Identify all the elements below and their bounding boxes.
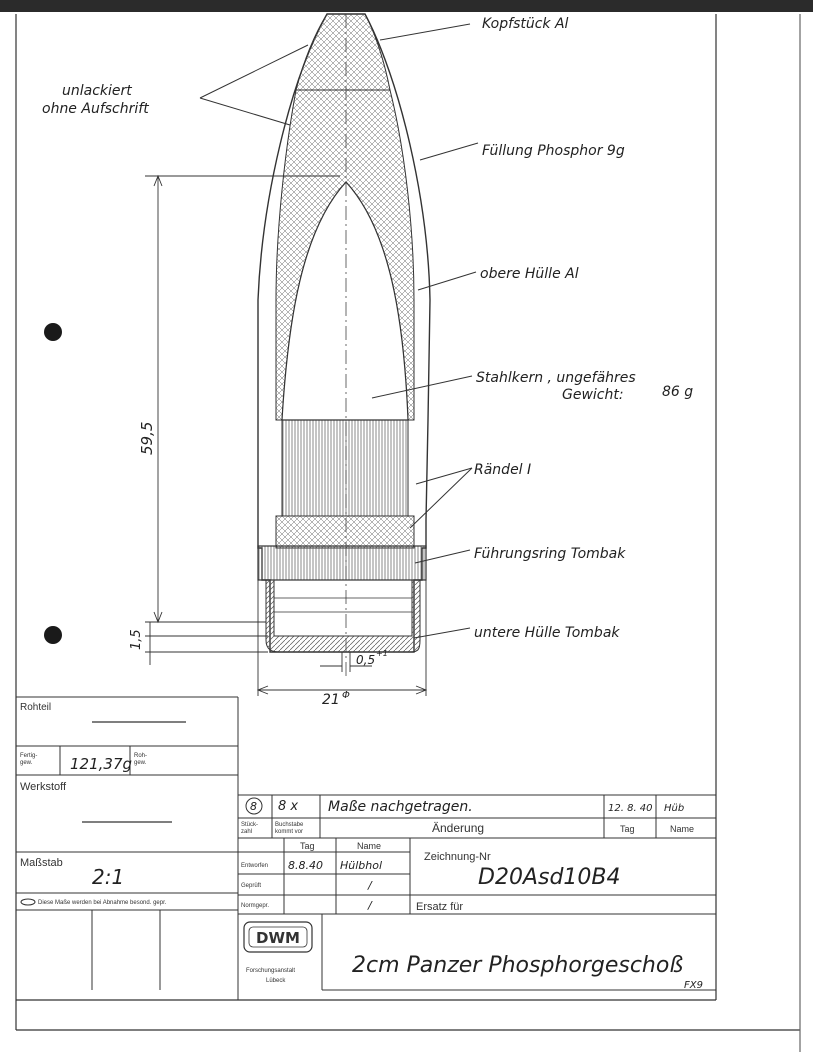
- geprueft-name: /: [368, 879, 372, 892]
- punch-hole-bottom: [44, 626, 62, 644]
- label-stahlkern: Stahlkern , ungefähres: [476, 370, 636, 386]
- fertig-gew-label: Fertig-: [20, 753, 38, 759]
- normgepr-name: /: [368, 899, 372, 912]
- fertig-gew-label-2: gew.: [20, 760, 33, 766]
- fuehrungsring-section: [258, 546, 426, 580]
- fertig-gew-value: 121,37g: [70, 755, 133, 773]
- roh-gew-label-2: gew.: [134, 760, 147, 766]
- col-buchstabe: Buchstabe: [275, 822, 304, 828]
- col-stueck-2: zahl: [241, 829, 253, 835]
- col-buchstabe-2: kommt vor: [275, 829, 304, 835]
- revision-name: Hüb: [664, 803, 685, 814]
- untere-huelle-section: [266, 580, 420, 652]
- lower-body: [276, 516, 414, 548]
- zeichnung-label: Zeichnung-Nr: [424, 851, 491, 863]
- revision-text: Maße nachgetragen.: [328, 799, 473, 815]
- zeichnung-nr: D20Asd10B4: [478, 865, 621, 890]
- geprueft-label: Geprüft: [241, 883, 262, 889]
- col-stueck: Stück-: [241, 822, 259, 828]
- wall-dimension: 0,5: [356, 653, 376, 667]
- label-fuellung: Füllung Phosphor 9g: [482, 143, 625, 159]
- dwm-logo: [244, 922, 312, 952]
- label-untere-huelle: untere Hülle Tombak: [474, 625, 620, 641]
- hdr-tag: Tag: [300, 841, 315, 851]
- label-obere-huelle: obere Hülle Al: [480, 266, 579, 282]
- label-fuehrungsring: Führungsring Tombak: [474, 546, 626, 562]
- roh-gew-label: Roh-: [134, 753, 148, 759]
- length-dimension: 59,5: [138, 421, 156, 455]
- diameter-dimension: 21: [322, 692, 340, 708]
- label-stahlkern-weight: 86 g: [662, 384, 694, 400]
- hdr-name: Name: [357, 841, 382, 851]
- projectile-section: [258, 14, 430, 680]
- raendel-section: [282, 420, 408, 516]
- ersatz-label: Ersatz für: [416, 901, 464, 913]
- label-gewicht: Gewicht:: [562, 387, 624, 403]
- revision-date: 12. 8. 40: [608, 803, 653, 814]
- revision-number: 8: [250, 800, 257, 813]
- luebeck-label: Lübeck: [266, 978, 286, 984]
- rohteil-label: Rohteil: [20, 702, 52, 713]
- massstab-value: 2:1: [92, 865, 125, 889]
- forschungsanstalt-label: Forschungsanstalt: [246, 968, 296, 974]
- entworfen-label: Entworfen: [241, 863, 269, 869]
- note-oval-icon: [21, 899, 35, 905]
- label-unlackiert: unlackiert: [62, 83, 132, 99]
- punch-hole-top: [44, 323, 62, 341]
- werkstoff-label: Werkstoff: [20, 781, 67, 793]
- entworfen-name: Hülbhol: [340, 859, 383, 872]
- revision-letter: 8 x: [278, 799, 299, 814]
- label-raendel: Rändel I: [474, 462, 532, 478]
- col-aenderung: Änderung: [432, 821, 485, 835]
- abnahme-note: Diese Maße werden bei Abnahme besond. gepr.: [38, 900, 167, 906]
- label-kopfstueck: Kopfstück Al: [482, 16, 569, 32]
- svg-text:DWM: DWM: [256, 929, 300, 947]
- wall-dimension-tolerance: +1: [376, 649, 388, 658]
- normgepr-label: Normgepr.: [241, 903, 270, 909]
- kopfstueck-section: [296, 14, 390, 90]
- drawing-title: 2cm Panzer Phosphorgeschoß: [352, 953, 684, 978]
- col-name: Name: [670, 824, 695, 834]
- label-ohne-aufschrift: ohne Aufschrift: [42, 101, 149, 117]
- entworfen-date: 8.8.40: [288, 859, 323, 872]
- col-tag: Tag: [620, 824, 635, 834]
- drawing-format: FX9: [684, 980, 703, 991]
- diameter-symbol: Φ: [342, 690, 350, 701]
- massstab-label: Maßstab: [20, 857, 63, 869]
- base-dimension: 1,5: [129, 629, 144, 650]
